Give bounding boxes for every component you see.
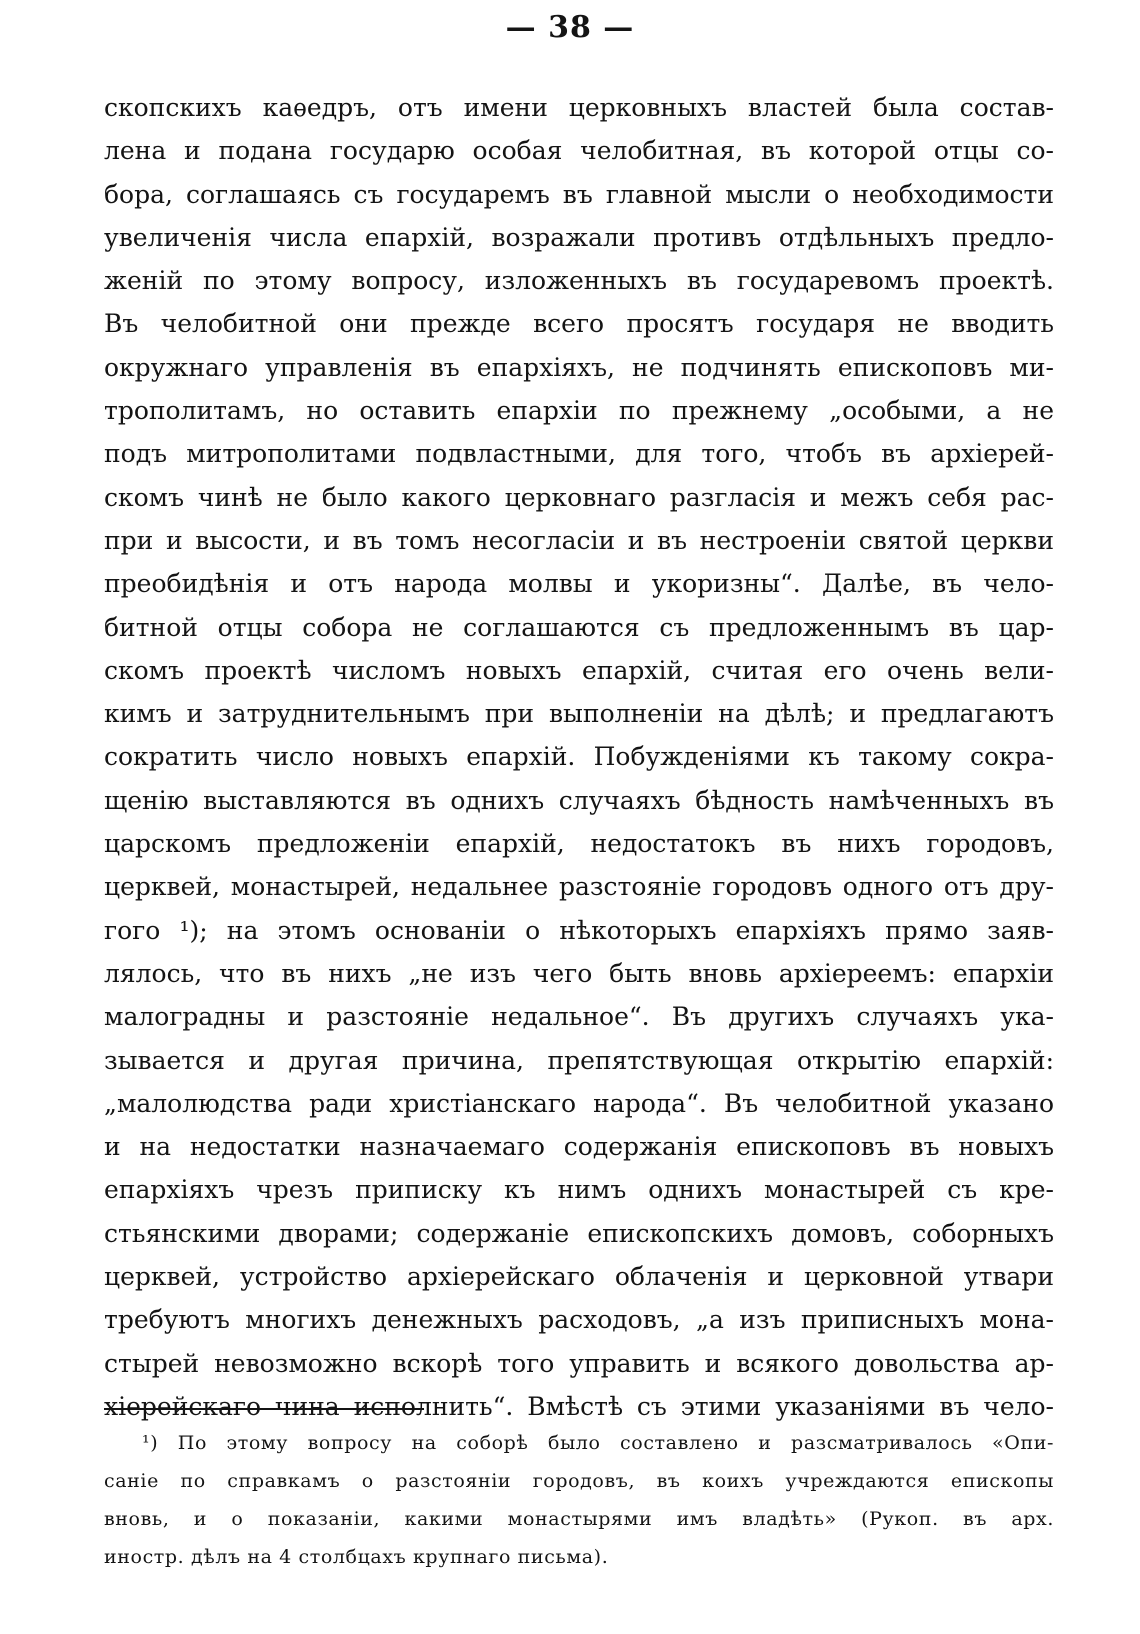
text-line: подъ митрополитами подвластными, для того, чтобъ въ архіерей- [104,439,1054,469]
text-line: малоградны и разстояніе недальное“. Въ другихъ случаяхъ ука- [104,1002,1054,1032]
text-line: скомъ чинѣ не было какого церковнаго разгласія и межъ себя рас- [104,482,1054,512]
footnote-divider [104,1408,424,1410]
text-line: епархіяхъ чрезъ приписку къ нимъ однихъ монастырей съ кре- [104,1175,1054,1205]
text-line: Въ челобитной они прежде всего просятъ государя не вводить [104,309,1054,339]
text-line: хіерейскаго чина исполнить“. Вмѣстѣ съ этими указаніями въ чело- [104,1391,1054,1421]
text-line: скопскихъ каѳедръ, отъ имени церковныхъ властей была состав- [104,93,1054,122]
text-line: женій по этому вопросу, изложенныхъ въ государевомъ проектѣ. [104,266,1054,296]
text-line: трополитамъ, но оставить епархіи по прежнему „особыми, а не [104,396,1054,426]
footnotes [104,1424,1054,1576]
text-line: стырей невозможно вскорѣ того управить и всякого довольства ар- [104,1348,1054,1378]
text-line: окружнаго управленія въ епархіяхъ, не подчинять епископовъ ми- [104,352,1054,382]
text-line: царскомъ предложеніи епархій, недостатокъ въ нихъ городовъ, [104,829,1054,859]
text-line: церквей, монастырей, недальнее разстояніе городовъ одного отъ дру- [104,872,1054,902]
text-line: и на недостатки назначаемаго содержанія епископовъ въ новыхъ [104,1132,1054,1162]
text-line: преобидѣнія и отъ народа молвы и укоризны“. Далѣе, въ чело- [104,569,1054,599]
text-line: зывается и другая причина, препятствующая открытію епархій: [104,1045,1054,1075]
text-line: гого ¹); на этомъ основаніи о нѣкоторыхъ епархіяхъ прямо заяв- [104,915,1054,945]
main-text [104,86,1054,1428]
text-line: требуютъ многихъ денежныхъ расходовъ, „а изъ приписныхъ мона- [104,1305,1054,1335]
text-line: кимъ и затруднительнымъ при выполненіи на дѣлѣ; и предлагаютъ [104,699,1054,729]
text-line: стьянскими дворами; содержаніе епископскихъ домовъ, соборныхъ [104,1218,1054,1248]
text-line: „малолюдства ради христіанскаго народа“. Въ челобитной указано [104,1088,1054,1118]
text-line: битной отцы собора не соглашаются съ предложеннымъ въ цар- [104,612,1054,642]
text-line: церквей, устройство архіерейскаго облаченія и церковной утвари [104,1262,1054,1292]
text-line: бора, соглашаясь съ государемъ въ главной мысли о необходимости [104,179,1054,209]
footnote-line: ¹) По этому вопросу на соборѣ было составлено и разсматривалось «Опи- [142,1432,1054,1454]
text-line: лялось, что въ нихъ „не изъ чего быть вновь архіереемъ: епархіи [104,958,1054,988]
text-line: при и высости, и въ томъ несогласіи и въ нестроеніи святой церкви [104,525,1054,555]
text-line: увеличенія числа епархій, возражали противъ отдѣльныхъ предло- [104,222,1054,252]
text-line: сократить число новыхъ епархій. Побужденіями къ такому сокра- [104,742,1054,772]
footnote-line: вновь, и о показаніи, какими монастырями имъ владѣть» (Рукоп. въ арх. [104,1508,1054,1530]
footnote-line: саніе по справкамъ о разстояніи городовъ, въ коихъ учреждаются епископы [104,1470,1054,1492]
footnote-line: иностр. дѣлъ на 4 столбцахъ крупнаго письма). [104,1546,609,1568]
page-number: — 38 — [505,10,635,45]
text-line: щенію выставляются въ однихъ случаяхъ бѣдность намѣченныхъ въ [104,785,1054,815]
text-line: лена и подана государю особая челобитная, въ которой отцы со- [104,136,1054,166]
text-line: скомъ проектѣ числомъ новыхъ епархій, считая его очень вели- [104,655,1054,685]
